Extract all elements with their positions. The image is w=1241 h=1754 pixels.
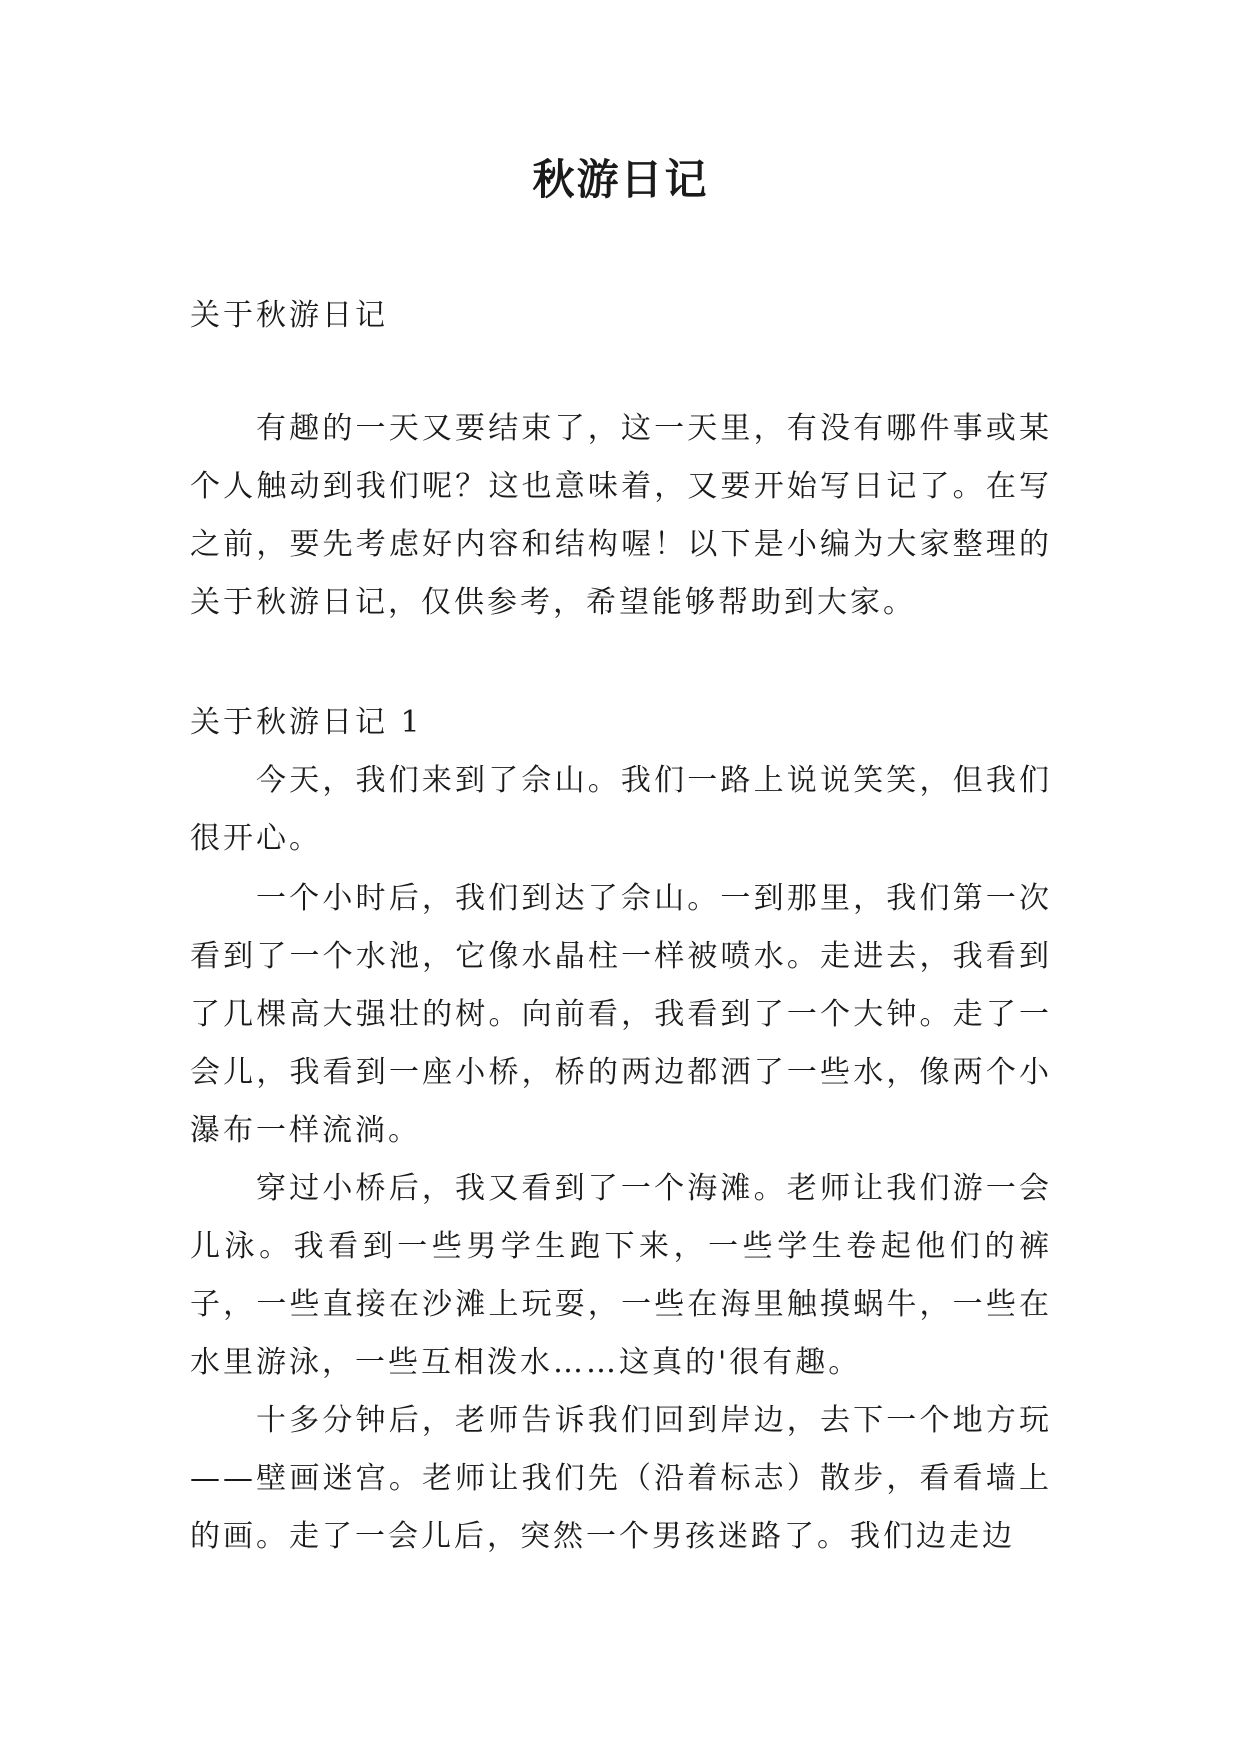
document-title: 秋游日记 bbox=[532, 155, 709, 204]
intro-paragraph: 有趣的一天又要结束了，这一天里，有没有哪件事或某个人触动到我们呢？这也意味着，又要开始写日记了。在写之前，要先考虑好内容和结构喔！以下是小编为大家整理的关于秋游日记，仅供参考，希望能够帮助到大家。 bbox=[190, 411, 1052, 620]
body-paragraph: 十多分钟后，老师告诉我们回到岸边，去下一个地方玩——壁画迷宫。老师让我们先（沿着标志）散步，看看墙上的画。走了一会儿后，突然一个男孩迷路了。我们边走边 bbox=[190, 1403, 1052, 1554]
document-subtitle: 关于秋游日记 bbox=[190, 298, 388, 333]
body-paragraph: 一个小时后，我们到达了佘山。一到那里，我们第一次看到了一个水池，它像水晶柱一样被喷水。走进去，我看到了几棵高大强壮的树。向前看，我看到了一个大钟。走了一会儿，我看到一座小桥，桥的两边都洒了一些水，像两个小瀑布一样流淌。 bbox=[190, 881, 1052, 1148]
section-title: 关于秋游日记 1 bbox=[190, 705, 423, 740]
body-paragraph: 穿过小桥后，我又看到了一个海滩。老师让我们游一会儿泳。我看到一些男学生跑下来，一些学生卷起他们的裤子，一些直接在沙滩上玩耍，一些在海里触摸蜗牛，一些在水里游泳，一些互相泼水……这真的'很有趣。 bbox=[190, 1171, 1052, 1380]
body-paragraph: 今天，我们来到了佘山。我们一路上说说笑笑，但我们很开心。 bbox=[190, 763, 1052, 856]
